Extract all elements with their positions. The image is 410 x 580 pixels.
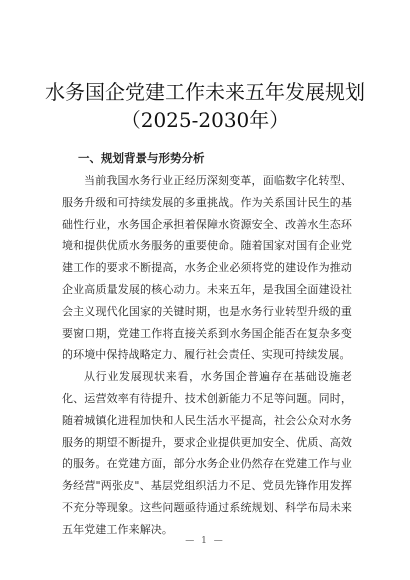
title-line-main: 水务国企党建工作未来五年发展规划	[45, 80, 365, 104]
paragraph: 从行业发展现状来看，水务国企普遍存在基础设施老化、运营效率有待提升、技术创新能力不足等问题。同时，随着城镇化进程加快和人民生活水平提高，社会公众对水务服务的期望不断提升，要求企业提供更加安全、优质、高效的服务。在党建方面，部分水务企业仍然存在党建工作与业务经营"两张皮"、基层党组织活力不足、党员先锋作用发挥不充分等现象。这些问题亟待通过系统规划、科学布局未来五年党建工作来解决。	[62, 370, 352, 536]
section-heading-background: 一、规划背景与形势分析	[78, 151, 205, 165]
document-title	[40, 78, 370, 134]
page-number: — 1 —	[185, 536, 225, 546]
title-line-years: （2025-2030年）	[120, 108, 290, 132]
document-body	[62, 170, 352, 541]
paragraph: 当前我国水务行业正经历深刻变革，面临数字化转型、服务升级和可持续发展的多重挑战。作为关系国计民生的基础性行业，水务国企承担着保障水资源安全、改善水生态环境和提供优质水务服务的重要使命。随着国家对国有企业党建工作的要求不断提高，水务企业必须将党的建设作为推动企业高质量发展的核心动力。未来五年，是我国全面建设社会主义现代化国家的关键时期，也是水务行业转型升级的重要窗口期，党建工作将直接关系到水务国企能否在复杂多变的环境中保持战略定力、履行社会责任、实现可持续发展。	[62, 174, 352, 362]
